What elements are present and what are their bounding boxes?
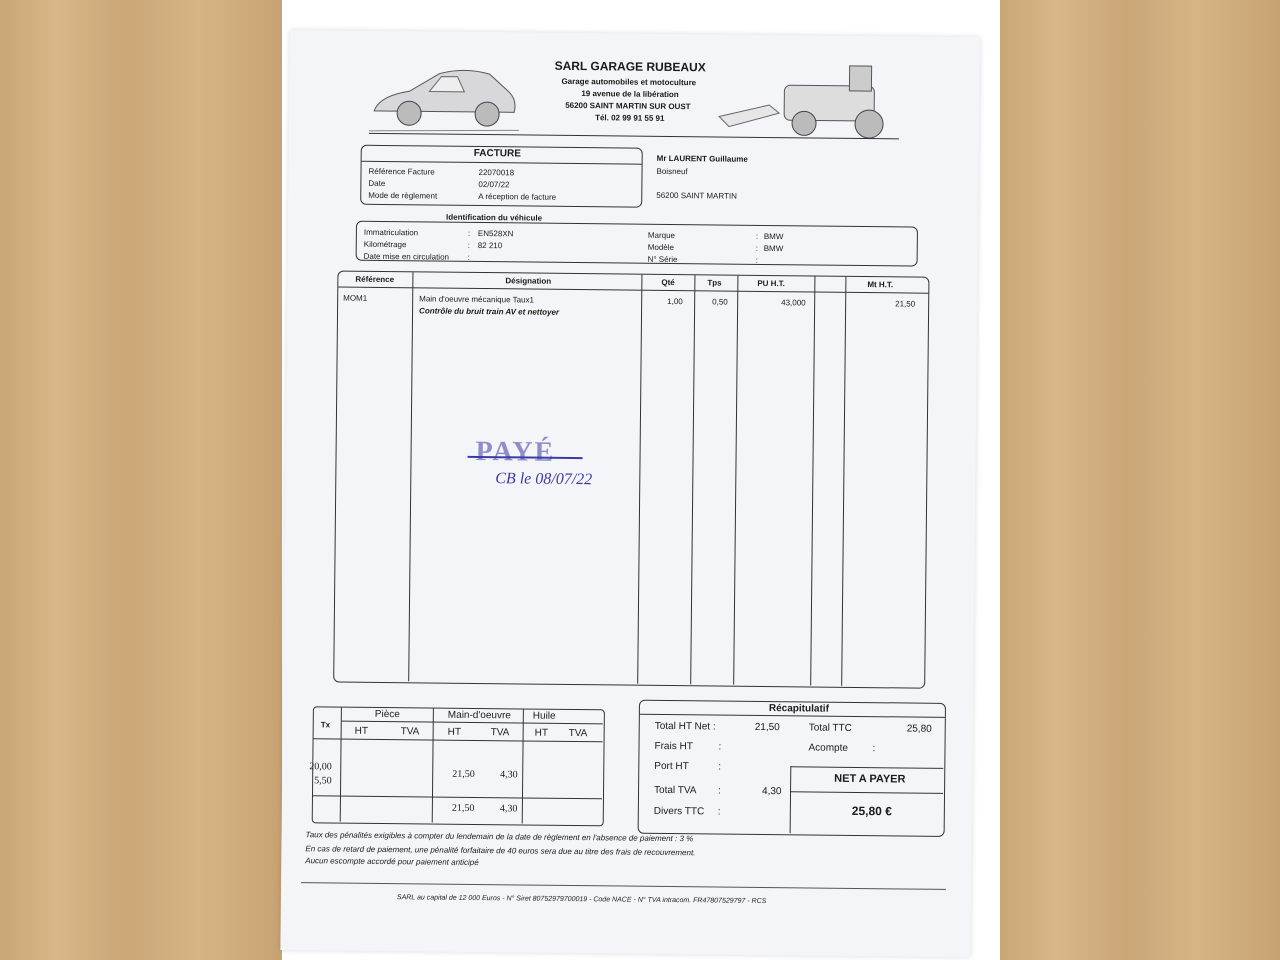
first-registration-colon: : (467, 252, 470, 262)
acompte-label: Acompte (808, 742, 849, 754)
vat-labour-tva: TVA (490, 727, 510, 739)
divers-ttc-colon: : (717, 806, 721, 818)
payment-handwriting: CB le 08/07/22 (495, 470, 593, 489)
frais-ht-label: Frais HT (654, 740, 693, 753)
port-ht-label: Port HT (654, 760, 689, 773)
total-ttc-label: Total TTC (808, 722, 852, 734)
client-address-line2: 56200 SAINT MARTIN (656, 190, 737, 201)
paid-stamp: PAYÉ (475, 435, 556, 468)
col-header-qty: Qté (661, 277, 675, 288)
plate-value: EN528XN (477, 228, 514, 239)
vat-piece-tva: TVA (400, 726, 420, 738)
model-label: Modèle (647, 242, 675, 253)
client-name: Mr LAURENT Guillaume (656, 153, 748, 164)
col-header-reference: Référence (355, 274, 395, 285)
legal-mentions: SARL au capital de 12 000 Euros - N° Siret 80752979700019 - Code NACE - N° TVA intracom. FR47807529797 - RCS (396, 894, 767, 906)
vat-piece-header: Pièce (374, 708, 400, 721)
col-header-time: Tps (707, 278, 722, 288)
brand-colon: : (755, 231, 759, 241)
vat-oil-header: Huile (532, 710, 556, 722)
company-address: 19 avenue de la libération (581, 89, 679, 100)
net-to-pay-value: 25,80 € (851, 803, 892, 819)
model-colon: : (755, 243, 759, 253)
total-tva-label: Total TVA (654, 784, 697, 797)
vat-tx-header: Tx (320, 720, 331, 730)
total-tva-colon: : (717, 785, 721, 797)
payment-mode-value: A réception de facture (478, 191, 557, 202)
late-fee-text: En cas de retard de paiement, une pénalité forfaitaire de 40 euros sera due au titre des frais de recouvrement. (305, 844, 696, 858)
invoice-paper (280, 30, 980, 957)
line-reference: MOM1 (343, 293, 368, 303)
line-unit-price: 43,000 (781, 298, 806, 308)
line-designation: Main d'oeuvre mécanique Taux1 (419, 294, 535, 305)
total-ht-net-value: 21,50 (754, 721, 780, 734)
vat-total-labour-ht: 21,50 (451, 802, 475, 814)
vat-labour-ht-value: 21,50 (452, 768, 475, 780)
col-header-designation: Désignation (505, 276, 552, 286)
km-value: 82 210 (477, 240, 503, 251)
vat-oil-tva: TVA (568, 727, 588, 740)
invoice-date-value: 02/07/22 (478, 179, 510, 190)
invoice-ref-value: 22070018 (478, 167, 515, 178)
company-phone: Tél. 02 99 91 55 91 (595, 113, 665, 123)
company-name: SARL GARAGE RUBEAUX (554, 58, 706, 75)
km-label: Kilométrage (363, 239, 407, 250)
wooden-table-left (0, 0, 282, 960)
line-amount: 21,50 (895, 299, 916, 309)
port-ht-colon: : (718, 761, 722, 773)
company-city: 56200 SAINT MARTIN SUR OUST (565, 100, 691, 112)
divers-ttc-label: Divers TTC (653, 805, 705, 818)
no-discount-text: Aucun escompte accordé pour paiement anticipé (305, 856, 479, 868)
invoice-ref-label: Référence Facture (368, 166, 435, 177)
invoice-date-label: Date (368, 178, 386, 189)
wooden-table-right (1000, 0, 1280, 960)
line-time: 0,50 (712, 297, 728, 307)
serial-label: N° Série (647, 254, 678, 265)
brand-label: Marque (647, 230, 676, 241)
vat-total-labour-tva: 4,30 (499, 803, 518, 815)
total-ht-net-label: Total HT Net : (654, 720, 716, 733)
vat-piece-ht: HT (354, 725, 369, 737)
acompte-colon: : (872, 743, 876, 755)
col-header-unit-price: PU H.T. (757, 278, 785, 289)
total-tva-value: 4,30 (761, 785, 782, 798)
first-registration-label: Date mise en circulation (363, 251, 450, 262)
serial-colon: : (755, 255, 758, 265)
car-illustration (369, 51, 520, 138)
summary-title: Récapitulatif (768, 703, 829, 715)
client-address-line1: Boisneuf (656, 166, 688, 177)
vat-rate-2: 5,50 (314, 775, 332, 787)
penalty-rate-text: Taux des pénalités exigibles à compter du lendemain de la date de règlement en l'absence de paiement : 3 % (305, 830, 694, 844)
footer-divider (301, 882, 946, 890)
net-to-pay-label: NET A PAYER (834, 772, 906, 786)
line-note: Contrôle du bruit train AV et nettoyer (419, 306, 560, 317)
frais-ht-colon: : (718, 741, 722, 753)
km-colon: : (467, 240, 471, 250)
payment-mode-label: Mode de règlement (368, 190, 438, 201)
vat-labour-ht: HT (447, 726, 462, 738)
line-qty: 1,00 (667, 296, 683, 307)
vat-oil-ht: HT (534, 727, 549, 739)
invoice-title: FACTURE (473, 147, 522, 160)
vat-labour-tva-value: 4,30 (500, 769, 518, 781)
mower-illustration (709, 54, 900, 141)
plate-colon: : (467, 228, 471, 238)
model-value: BMW (763, 243, 784, 254)
vat-labour-header: Main-d'oeuvre (447, 709, 511, 722)
plate-label: Immatriculation (363, 227, 419, 238)
company-tagline: Garage automobiles et motoculture (561, 76, 697, 88)
col-header-amount: Mt H.T. (867, 280, 894, 290)
vat-rate-1: 20,00 (309, 761, 332, 773)
brand-value: BMW (763, 231, 784, 242)
vehicle-section-title: Identification du véhicule (446, 212, 543, 223)
lines-table (333, 271, 929, 689)
total-ttc-value: 25,80 (906, 723, 932, 735)
